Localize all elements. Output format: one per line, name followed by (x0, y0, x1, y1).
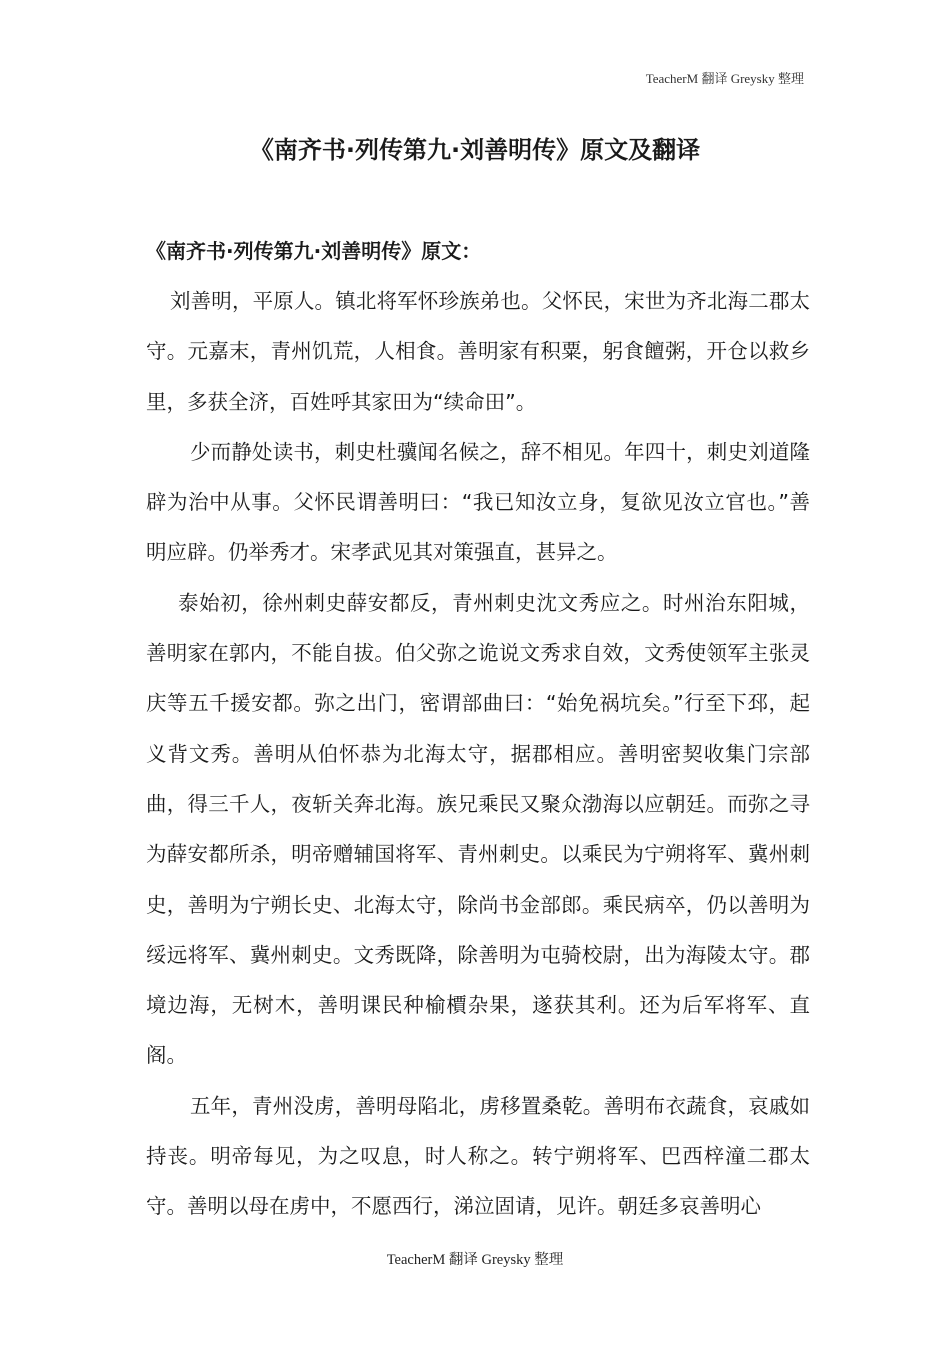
footer-note: TeacherM 翻译 Greysky 整理 (386, 1252, 564, 1268)
paragraph-2: 少而静处读书，刺史杜骥闻名候之，辞不相见。年四十，刺史刘道隆辟为治中从事。父怀民谓善明曰：“我已知汝立身，复欲见汝立官也。”善明应辟。仍举秀才。宋孝武见其对策强直，甚异之。 (146, 439, 810, 565)
paragraph-3: 泰始初，徐州刺史薛安都反，青州刺史沈文秀应之。时州治东阳城，善明家在郭内，不能自拔。伯父弥之诡说文秀求自效，文秀使领军主张灵庆等五千援安都。弥之出门，密谓部曲曰：“始免祸坑矣。”行至下邳，起义背文秀。善明从伯怀恭为北海太守，据郡相应。善明密契收集门宗部曲，得三千人，夜斩关奔北海。族兄乘民又聚众渤海以应朝廷。而弥之寻为薛安都所杀，明帝赠辅国将军、青州刺史。以乘民为宁朔将军、冀州刺史，善明为宁朔长史、北海太守，除尚书金部郎。乘民病卒，仍以善明为绥远将军、冀州刺史。文秀既降，除善明为屯骑校尉，出为海陵太守。郡境边海，无树木，善明课民种榆檟杂果，遂获其利。还为后军将军、直阁。 (146, 590, 810, 1068)
page-title: 《南齐书·列传第九·刘善明传》原文及翻译 (249, 136, 701, 164)
header-note: TeacherM 翻译 Greysky 整理 (645, 71, 804, 86)
paragraph-4: 五年，青州没虏，善明母陷北，虏移置桑乾。善明布衣蔬食，哀戚如持丧。明帝每见，为之叹息，时人称之。转宁朔将军、巴西梓潼二郡太守。善明以母在虏中，不愿西行，涕泣固请，见许。朝廷多哀善明心 (146, 1093, 810, 1219)
paragraph-1: 刘善明，平原人。镇北将军怀珍族弟也。父怀民，宋世为齐北海二郡太守。元嘉末，青州饥荒，人相食。善明家有积粟，躬食饘粥，开仓以救乡里，多获全济，百姓呼其家田为“续命田”。 (146, 289, 810, 414)
document-body (146, 276, 810, 1232)
section-heading: 《南齐书·列传第九·刘善明传》原文： (146, 239, 482, 263)
